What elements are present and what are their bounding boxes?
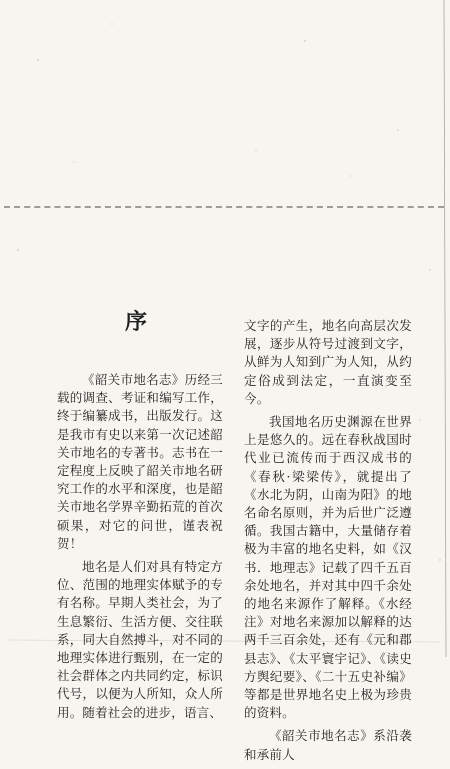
right-text-column bbox=[244, 317, 412, 769]
preface-heading: 序 bbox=[125, 309, 148, 335]
left-text-column bbox=[57, 371, 223, 727]
right-paragraph-2: 我国地名历史渊源在世界上是悠久的。远在春秋战国时代业已流传而于西汉成书的《春秋·梁梁传》，就提出了《水北为阴，山南为阳》的地名命名原则，并为后世广泛遵循。我国古籍中，大量储存着极为丰富的地名史料，如《汉书．地理志》记载了四千五百余处地名，并对其中四千余处的地名来源作了解释。《水经注》对地名来源加以解释的达两千三百余处，还有《元和郡县志》、《太平寰宇记》、《读史方舆纪要》、《二十五史补编》等都是世界地名史上极为珍贵的资料。 bbox=[244, 414, 412, 721]
left-paragraph-1: 《韶关市地名志》历经三载的调查、考证和编写工作，终于编纂成书，出版发行。这是我市有史以来第一次记述韶关市地名的专著书。志书在一定程度上反映了韶关市地名研究工作的水平和深度，也是韶关市地名学界辛勤拓荒的首次硕果，对它的问世，谨表祝贺！ bbox=[57, 372, 223, 551]
scan-fold-line bbox=[4, 206, 444, 212]
left-paragraph-2: 地名是人们对具有特定方位、范围的地理实体赋予的专有名称。早期人类社会，为了生息繁衍、生活方便、交往联系，同大自然搏斗，对不同的地理实体进行甄别，在一定的社会群体之内共同约定，标识代号，以便为人所知，众人所用。随着社会的进步，语言、 bbox=[57, 559, 223, 720]
right-paragraph-3: 《韶关市地名志》系沿袭和承前人 bbox=[244, 728, 412, 762]
right-paragraph-continuation: 文字的产生，地名向高层次发展，逐步从符号过渡到文字，从鲜为人知到广为人知，从约定俗成到法定，一直演变至今。 bbox=[244, 318, 412, 406]
